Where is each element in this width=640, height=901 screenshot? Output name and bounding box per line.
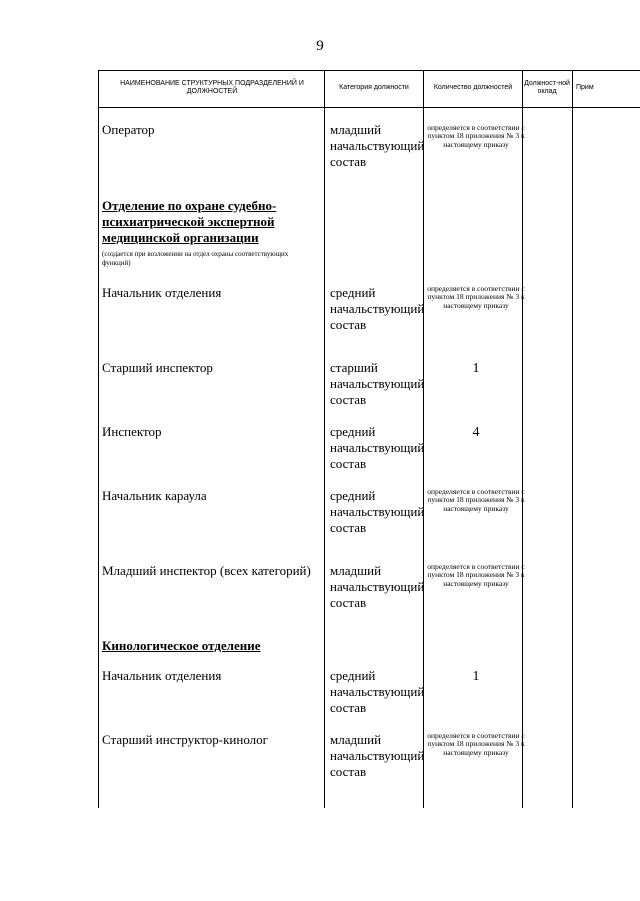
position-count: 1 <box>472 669 480 684</box>
section-title: Кинологическое отделение <box>102 638 261 653</box>
section-note: (создается при возложении на отдел охраны соответствующих функций) <box>102 250 289 267</box>
position-category: средний начальствующий состав <box>330 668 425 715</box>
position-count: определяется в соответствии с пунктом 18 приложения № 3 к настоящему приказу <box>427 123 525 149</box>
position-name: Старший инструктор-кинолог <box>102 732 268 747</box>
section-title: Отделение по охране судебно-психиатрической экспертной медицинской организации <box>102 198 277 245</box>
position-name: Старший инспектор <box>102 360 213 375</box>
header-name: НАИМЕНОВАНИЕ СТРУКТУРНЫХ ПОДРАЗДЕЛЕНИЙ И ДОЛЖНОСТЕЙ <box>120 80 304 95</box>
staff-table <box>98 70 640 808</box>
header-count: Количество должностей <box>433 84 513 91</box>
position-count: определяется в соответствии с пунктом 18 приложения № 3 к настоящему приказу <box>427 562 525 588</box>
position-count: определяется в соответствии с пунктом 18 приложения № 3 к настоящему приказу <box>427 731 525 757</box>
position-count: определяется в соответствии с пунктом 18 приложения № 3 к настоящему приказу <box>427 487 525 513</box>
position-category: средний начальствующий состав <box>330 424 425 471</box>
position-category: младший начальствующий состав <box>330 122 425 169</box>
header-note: Прим <box>576 84 594 91</box>
position-name: Оператор <box>102 122 155 137</box>
position-count: 4 <box>472 425 480 440</box>
header-category: Категория должности <box>339 84 409 91</box>
col-divider <box>572 70 573 808</box>
position-category: старший начальствующий состав <box>330 360 425 407</box>
position-name: Начальник отделения <box>102 285 222 300</box>
position-name: Начальник отделения <box>102 668 222 683</box>
position-count: определяется в соответствии с пунктом 18 приложения № 3 к настоящему приказу <box>427 284 525 310</box>
position-name: Начальник караула <box>102 488 207 503</box>
position-category: младший начальствующий состав <box>330 563 425 610</box>
page-number: 9 <box>316 38 324 54</box>
position-name: Инспектор <box>102 424 162 439</box>
col-divider <box>324 70 325 808</box>
position-name: Младший инспектор (всех категорий) <box>102 563 311 578</box>
position-category: средний начальствующий состав <box>330 285 425 332</box>
header-bottom-rule <box>98 107 640 108</box>
table-top-rule <box>98 70 640 71</box>
position-count: 1 <box>472 361 480 376</box>
position-category: средний начальствующий состав <box>330 488 425 535</box>
col-divider <box>98 70 99 808</box>
position-category: младший начальствующий состав <box>330 732 425 779</box>
header-salary: Должност-ной оклад <box>524 80 570 95</box>
